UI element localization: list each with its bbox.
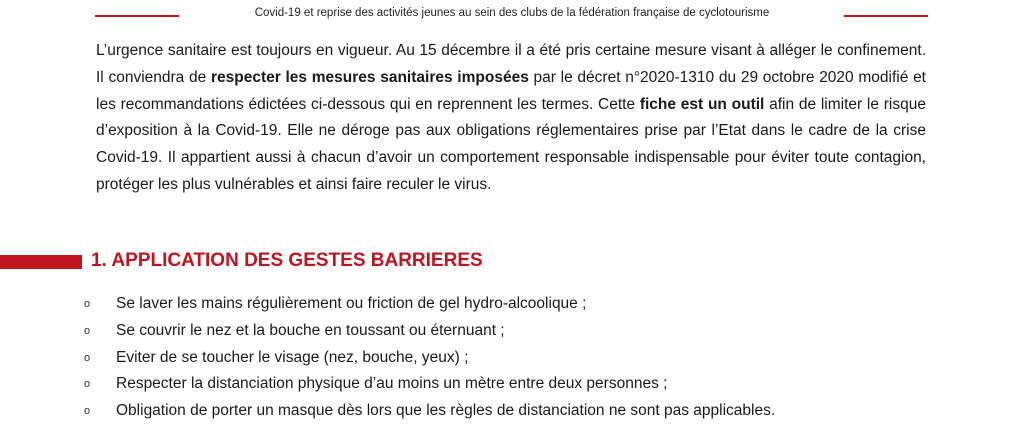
intro-paragraph [96, 38, 926, 199]
list-item-text: Obligation de porter un masque dès lors que les règles de distanciation ne sont pas applicables. [116, 402, 776, 420]
list-item [0, 398, 1024, 425]
list-item [0, 345, 1024, 372]
barrier-gestures-list [0, 291, 1024, 425]
list-item-text: Eviter de se toucher le visage (nez, bouche, yeux) ; [116, 348, 469, 366]
section-marker-bar [0, 255, 82, 269]
intro-text-2: par le décret n°2020-1310 du 29 octobre 2020 modifié et les recommandations édictées ci-dessous qui en reprennent les termes. Cette [96, 68, 926, 113]
bullet-circle-icon: o [84, 324, 91, 337]
intro-bold-2: fiche est un outil [639, 95, 765, 113]
intro-bold-1: respecter les mesures sanitaires imposées [210, 68, 529, 86]
bullet-circle-icon: o [84, 298, 91, 310]
running-header: Covid-19 et reprise des activités jeunes au sein des clubs de la fédération française de cyclotourisme [254, 7, 770, 19]
list-item-text: Se couvrir le nez et la bouche en toussant ou éternuant ; [116, 321, 505, 339]
list-item [0, 371, 1024, 398]
bullet-circle-icon: o [84, 405, 91, 418]
list-item [0, 318, 1024, 345]
intro-text-1: L’urgence sanitaire est toujours en vigueur. Au 15 décembre il a été pris certaine mesure visant à alléger le confinement. Il conviendra de [96, 42, 926, 86]
intro-text-3: afin de limiter le risque d’exposition à la Covid-19. Elle ne déroge pas aux obligations réglementaires prise par l’Etat dans le cadre de la crise Covid-19. Il appartient aussi à chacun d’avoir un comportement responsable indispensable pour éviter toute contagion, protéger les plus vulnérables et ainsi faire reculer le virus. [96, 95, 926, 193]
list-item-text: Respecter la distanciation physique d’au moins un mètre entre deux personnes ; [116, 375, 668, 393]
list-item [0, 291, 1024, 318]
bullet-circle-icon: o [84, 378, 91, 391]
header-rule-left [95, 15, 179, 17]
section-title: 1. APPLICATION DES GESTES BARRIERES [91, 250, 483, 271]
list-item-text: Se laver les mains régulièrement ou friction de gel hydro-alcoolique ; [116, 295, 587, 312]
header-rule-right [844, 15, 928, 17]
bullet-circle-icon: o [84, 351, 91, 364]
